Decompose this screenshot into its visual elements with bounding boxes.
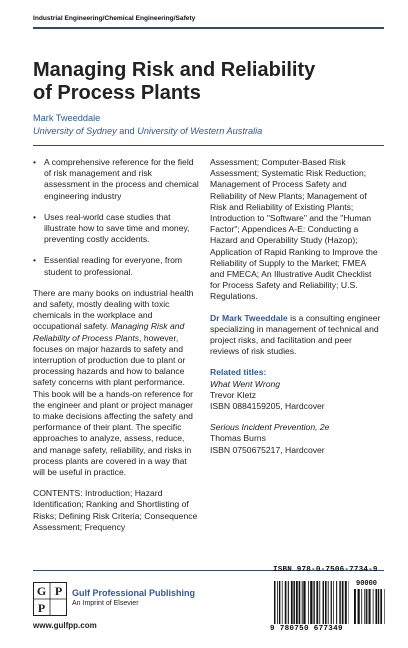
bullet-item: • Essential reading for everyone, from student to professional.	[33, 255, 199, 277]
description-text-2: , however, focuses on major hazards to safety and interruption of production due to plant or processing hazards and how to balance safety concerns with plant performance. This book will be a hands-on reference for the engineer and plant or project manager to make decisions affecting the safety and performance of their plant. The specific approaches to analyze, assess, reduce, and manage safety, reliability, and risks in process plants are covered in a way that will be useful in practice.	[33, 332, 194, 478]
related-title: Serious Incident Prevention, 2e	[210, 422, 330, 433]
related-author: Trevor Kletz	[210, 389, 257, 400]
author-affiliation	[33, 126, 262, 136]
publisher-imprint: An Imprint of Elsevier	[72, 600, 139, 607]
related-spacer	[210, 412, 382, 422]
description-text-1: There are many books on industrial health and safety, mostly dealing with toxic chemicals in the workplace and occupational safety.	[33, 287, 194, 332]
barcode-number: 9 780750 677349	[270, 625, 343, 633]
bio-name: Dr Mark Tweeddale	[210, 312, 288, 323]
affiliation-and: and	[116, 126, 138, 136]
title-line-1: Managing Risk and Reliability	[33, 59, 316, 81]
description-book-title: Managing Risk and Reliability of Process Plants	[33, 321, 185, 343]
related-titles-heading: Related titles:	[210, 367, 267, 378]
bullet-item: • Uses real-world case studies that illustrate how to save time and money, preventing costly accidents.	[33, 212, 199, 246]
description-paragraph	[33, 288, 199, 478]
isbn-label: ISBN 978-0-7506-7734-9	[273, 566, 378, 574]
affiliation-university-2: University of Western Australia	[137, 126, 263, 136]
right-column	[210, 157, 382, 456]
barcode-icon	[274, 581, 349, 624]
related-isbn: ISBN 0750675217, Hardcover	[210, 444, 325, 455]
related-titles	[210, 367, 382, 455]
logo-letter: G	[36, 584, 47, 598]
title-divider	[33, 145, 384, 146]
related-title: What Went Wrong	[210, 378, 281, 389]
logo-letter: P	[37, 601, 46, 615]
barcode-addon-icon	[354, 589, 385, 624]
feature-bullets	[33, 157, 199, 278]
publisher-website: www.gulfpp.com	[33, 621, 97, 630]
header-divider	[33, 27, 384, 29]
contents-paragraph-right: Assessment; Computer-Based Risk Assessment; Systematic Risk Reduction; Management of Process Safety and Reliability of New Plants; Management of Risk and Reliability of Existing Plants; Introduction to "Software" and the "Human Factor"; Appendices A-E: Conducting a Hazard and Operability Study (Hazop); Application of Rapid Ranking to Improve the Reliability of Supply to the Market; FMEA and FMECA; An Illustrative Audit Checklist for Process Safety and Reliability; U.S. Regulations.	[210, 157, 378, 302]
contents-paragraph-left: CONTENTS: Introduction; Hazard Identification; Ranking and Shortlisting of Risks; Defining Risk Criteria; Consequence Assessment; Frequency	[33, 488, 198, 532]
publisher-logo-icon	[33, 582, 67, 616]
author-bio	[210, 313, 382, 358]
bullet-item: • A comprehensive reference for the field of risk management and risk assessment in the process and chemical engineering industry	[33, 157, 199, 202]
related-isbn: ISBN 0884159205, Hardcover	[210, 401, 325, 412]
title-line-2: of Process Plants	[33, 82, 201, 104]
author-name: Mark Tweeddale	[33, 113, 101, 123]
book-title	[33, 59, 373, 105]
logo-letter: P	[54, 584, 63, 598]
bio-text: is a consulting engineer specializing in management of technical and project risks, and facilitation and peer reviews of risk studies.	[210, 312, 381, 357]
related-author: Thomas Burns	[210, 433, 266, 444]
left-column	[33, 157, 199, 543]
publisher-name: Gulf Professional Publishing	[72, 588, 196, 598]
affiliation-university-1: University of Sydney	[33, 126, 117, 136]
barcode-addon-number: 90000	[356, 580, 378, 588]
category-label: Industrial Engineering/Chemical Engineering/Safety	[33, 15, 196, 22]
